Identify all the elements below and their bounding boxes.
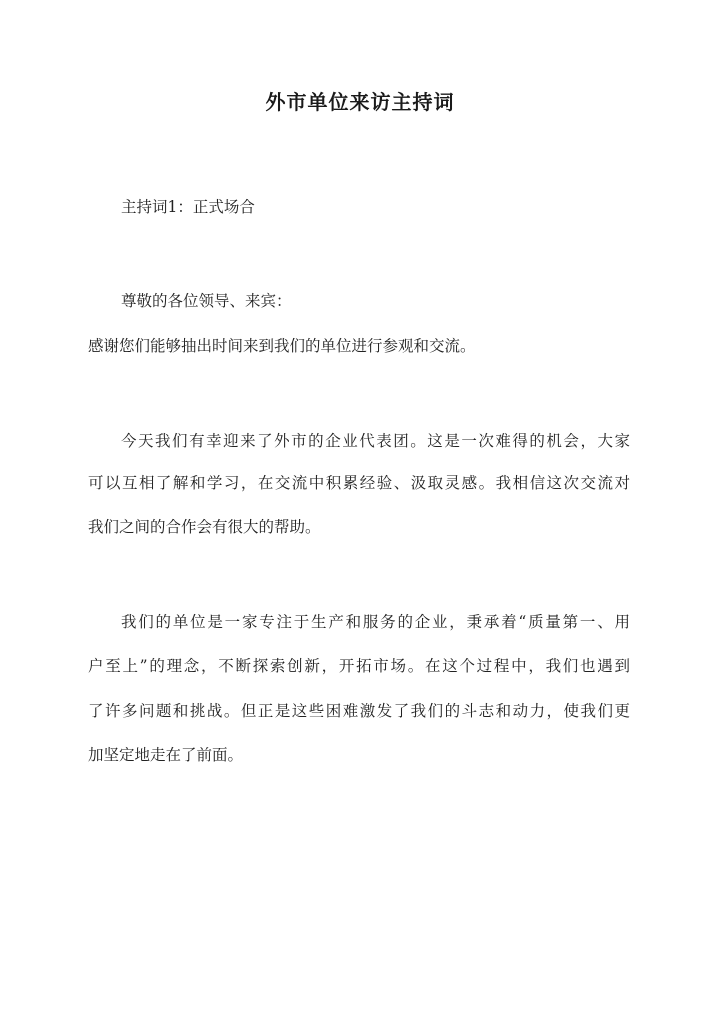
paragraph-2-line-1: 今天我们有幸迎来了外市的企业代表团。这是一次难得的机会，大家 [121, 432, 630, 450]
paragraph-3-line-1: 我们的单位是一家专注于生产和服务的企业，秉承着“质量第一、用 [121, 613, 630, 631]
salutation: 尊敬的各位领导、来宾： [121, 292, 292, 310]
paragraph-3-line-3: 了许多问题和挑战。但正是这些困难激发了我们的斗志和动力，使我们更 [88, 702, 630, 720]
paragraph-3-line-4: 加坚定地走在了前面。 [88, 746, 244, 764]
paragraph-3-line-2: 户至上”的理念，不断探索创新，开拓市场。在这个过程中，我们也遇到 [88, 657, 630, 675]
document-title: 外市单位来访主持词 [265, 90, 455, 114]
thanks-line: 感谢您们能够抽出时间来到我们的单位进行参观和交流。 [88, 337, 476, 355]
paragraph-2-line-2: 可以互相了解和学习，在交流中积累经验、汲取灵感。我相信这次交流对 [88, 474, 630, 492]
paragraph-2-line-3: 我们之间的合作会有很大的帮助。 [88, 518, 321, 536]
section-heading: 主持词1：正式场合 [121, 198, 255, 216]
